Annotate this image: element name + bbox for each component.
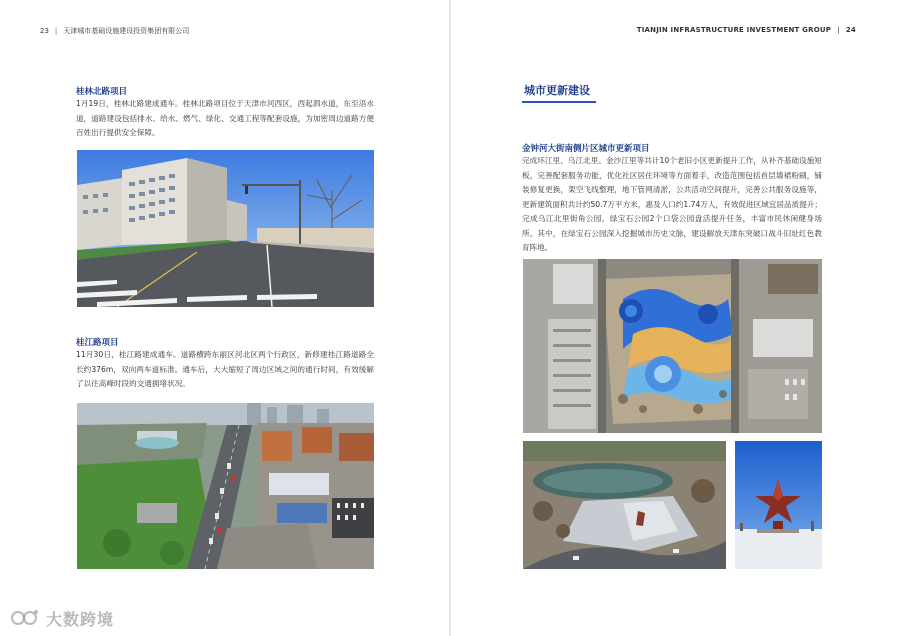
road-photo [77,150,374,307]
section-title-guijiang: 桂江路项目 [76,338,119,348]
left-page-number: 23 [40,27,49,35]
watermark [10,606,114,630]
right-heading: 城市更新建设 [524,84,590,97]
section-text-jinzhong: 完成环江里、乌江北里、金沙江里等共计10个老旧小区更新提升工作，从补齐基础设施短板，完善配套服务功能，优化社区居住环境等方面着手，改造范围包括首层墙裙粉刷，铺装修复更换，架空飞线整理，地下管网清淤，公共活动空间提升，完善公共服务设施等，更新建筑面积共计约50.7万平方米，惠及人口约1.74万人，有效促进区域宜居品质提升；完成乌江北里街角公园，绿宝石公园2个口袋公园盘活提升任务，丰富市民休闲健身场所。其中，在绿宝石公园深入挖掘城市历史文脉，建设解放天津东突破口战斗旧址红色教育阵地。 [522,156,822,252]
right-page-number: 24 [845,26,856,34]
star-monument-photo [735,441,822,569]
header-separator: | [837,26,840,34]
right-header [637,26,856,34]
brand-logo-icon [10,607,40,629]
left-header [40,26,189,36]
aerial-park-photo [523,259,822,433]
left-company-name: 天津城市基础设施建设投资集团有限公司 [63,27,190,35]
right-group-name: TIANJIN INFRASTRUCTURE INVESTMENT GROUP [636,26,832,34]
header-separator: | [54,27,58,35]
page-gutter [449,0,451,636]
section-title-guilin: 桂林北路项目 [76,87,128,97]
section-title-jinzhong: 金钟河大街南侧片区城市更新项目 [522,144,650,154]
aerial-road-photo [77,403,374,569]
section-text-guilin: 1月19日，桂林北路建成通车。桂林北路项目位于天津市河西区，西起泗水道，东至浯水道，道路建设包括排水、给水、燃气、绿化、交通工程等配套设施，为加密周边道路方便百姓出行提供安全保障。 [76,99,374,137]
heading-underline [522,101,596,103]
watermark-text: 大数跨境 [46,609,115,629]
park-pond-photo [523,441,726,569]
section-text-guijiang: 11月30日，桂江路建成通车。道路横跨东丽区河北区两个行政区，新修建桂江路道路全长约376m，双向两车道标准。通车后，大大缩短了周边区域之间的通行时间，有效缓解了以往高峰时段的交通拥堵状况。 [76,350,374,388]
